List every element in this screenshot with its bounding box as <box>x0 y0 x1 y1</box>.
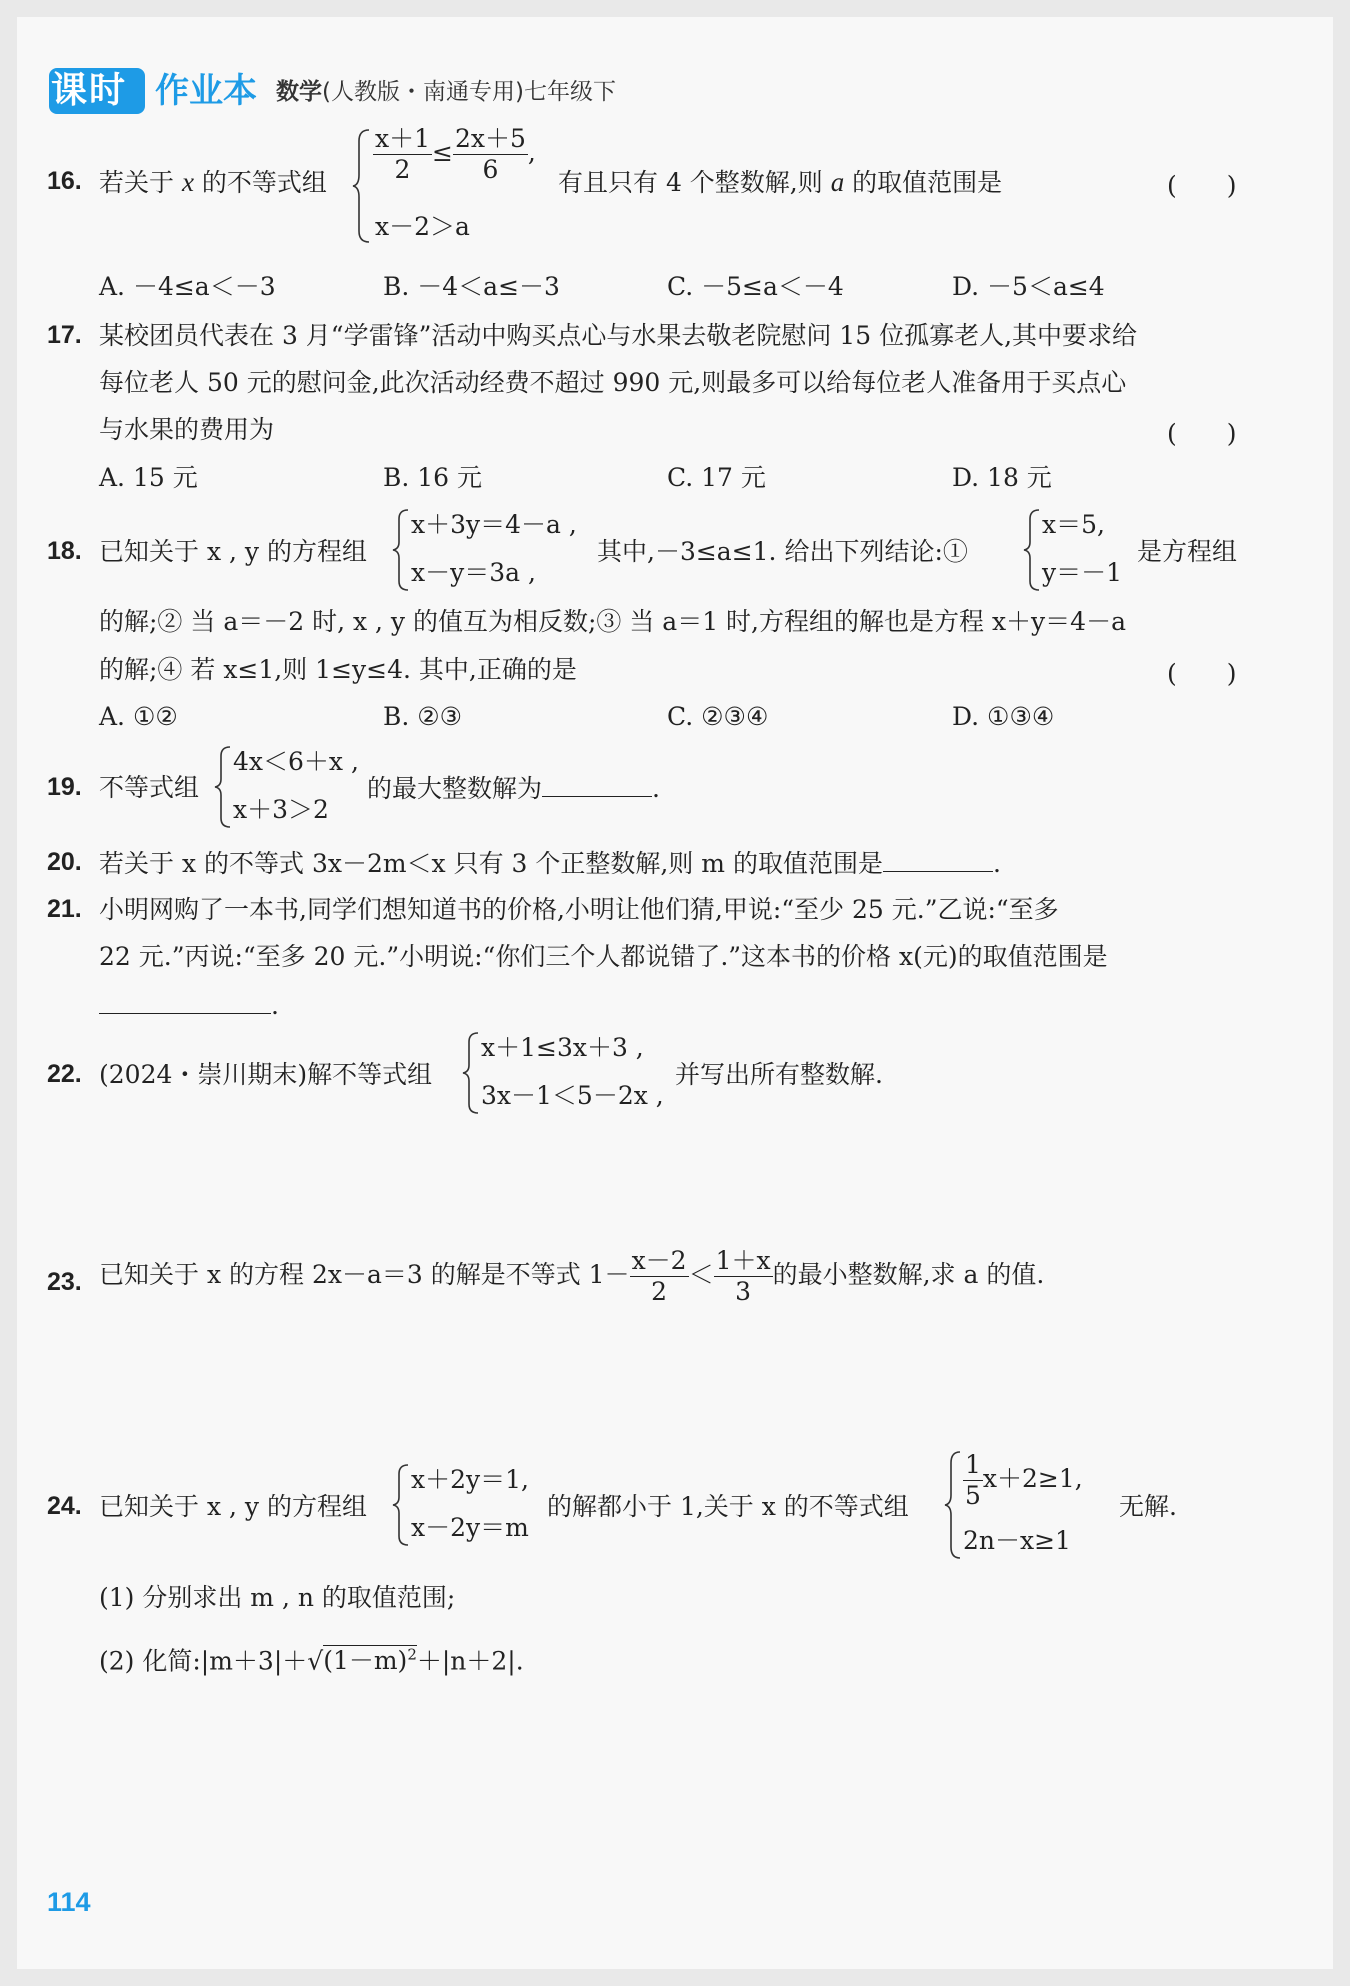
subject-bold: 数学 <box>276 79 322 105</box>
q24-part2-radicand <box>323 1645 417 1675</box>
q17-line2: 每位老人 50 元的慰问金,此次活动经费不超过 990 元,则最多可以给每位老人准备用于买点心 <box>99 368 1127 397</box>
q24-mid: 的解都小于 1,关于 x 的不等式组 <box>547 1492 909 1521</box>
q16-row1 <box>373 124 536 185</box>
q16-tail <box>558 166 1002 199</box>
q19-number: 19. <box>47 773 82 801</box>
q16-var-x: x <box>181 167 194 197</box>
q23-frac1-num: x－2 <box>631 1246 687 1275</box>
q18-option-b: B. ②③ <box>383 702 463 731</box>
q23-frac2-num: 1＋x <box>715 1246 771 1275</box>
q18-mid: 其中,－3≤a≤1. 给出下列结论:① <box>597 537 968 566</box>
q16-frac2-num: 2x＋5 <box>454 124 526 153</box>
q18-number: 18. <box>47 537 82 565</box>
q16-var-a: a <box>830 167 845 197</box>
q24-number: 24. <box>47 1492 82 1520</box>
q16-lead-text: 若关于 <box>99 168 175 197</box>
q21-line2: 22 元.”丙说:“至多 20 元.”小明说:“你们三个人都说错了.”这本书的价格 x(元)的取值范围是 <box>99 942 1108 971</box>
q21-line1: 小明网购了一本书,同学们想知道书的价格,小明让他们猜,甲说:“至少 25 元.”乙说:“至多 <box>99 895 1059 924</box>
series-title: 作业本 <box>155 71 257 111</box>
q21-end: . <box>271 991 279 1020</box>
q24-part2 <box>99 1639 524 1677</box>
q23-lt: ＜ <box>688 1260 714 1289</box>
q16-frac1-den: 2 <box>394 155 411 184</box>
q24-part2-lead: (2) 化简:|m＋3|＋ <box>99 1646 308 1676</box>
q18-line3: 的解;④ 若 x≤1,则 1≤y≤4. 其中,正确的是 <box>99 655 577 684</box>
q17-option-c: C. 17 元 <box>667 463 766 492</box>
q16-comma: , <box>527 138 536 167</box>
q18-option-a: A. ①② <box>99 702 178 731</box>
q16-answer-paren: ( ) <box>1167 171 1237 200</box>
q20-end: . <box>992 849 1001 878</box>
sqrt-icon: √ <box>307 1646 324 1676</box>
q24-part2-exp: 2 <box>407 1646 417 1664</box>
q22-number: 22. <box>47 1060 82 1088</box>
q24-part2-tail: ＋|n＋2|. <box>416 1646 524 1676</box>
q16-option-a: A. －4≤a＜－3 <box>99 272 276 301</box>
q17-number: 17. <box>47 321 82 349</box>
q23-frac2-den: 3 <box>735 1277 752 1306</box>
q17-option-d: D. 18 元 <box>952 463 1052 492</box>
q22-sys2: 3x－1＜5－2x , <box>481 1081 664 1110</box>
q23-frac1 <box>630 1246 689 1307</box>
q20-line <box>99 847 1001 880</box>
q19-answer-blank[interactable] <box>542 772 652 797</box>
q18-sol1: x＝5, <box>1042 510 1105 539</box>
q18-tail: 是方程组 <box>1137 537 1238 566</box>
q24-ineq1 <box>963 1450 1083 1511</box>
page <box>17 17 1333 1969</box>
q18-line2: 的解;② 当 a＝－2 时, x , y 的值互为相反数;③ 当 a＝1 时,方程组的解也是方程 x＋y＝4－a <box>99 607 1126 636</box>
q18-lead: 已知关于 x , y 的方程组 <box>99 537 367 566</box>
q16-number: 16. <box>47 167 82 195</box>
q24-ineq2: 2n－x≥1 <box>963 1526 1071 1555</box>
q16-frac2 <box>453 124 528 185</box>
q16-brace-icon <box>351 127 373 245</box>
q23-line <box>99 1246 1044 1307</box>
q20-text: 若关于 x 的不等式 3x－2m＜x 只有 3 个正整数解,则 m 的取值范围是 <box>99 849 883 878</box>
q24-tail: 无解. <box>1119 1492 1177 1521</box>
q18-sys2: x－y＝3a , <box>411 558 536 587</box>
subject-rest: (人教版・南通专用)七年级下 <box>322 79 616 105</box>
q19-sys1: 4x＜6＋x , <box>233 747 359 776</box>
q24-lead: 已知关于 x , y 的方程组 <box>99 1492 367 1521</box>
q18-option-c: C. ②③④ <box>667 702 769 731</box>
q21-answer-line <box>99 989 279 1022</box>
q19-sys2: x＋3＞2 <box>233 795 329 824</box>
q24-sys2: x－2y＝m <box>411 1513 529 1542</box>
q19-lead: 不等式组 <box>99 773 200 802</box>
q17-line1: 某校团员代表在 3 月“学雷锋”活动中购买点心与水果去敬老院慰问 15 位孤寡老人,其中要求给 <box>99 321 1138 350</box>
q18-sys1: x＋3y＝4－a , <box>411 510 577 539</box>
q17-option-a: A. 15 元 <box>99 463 198 492</box>
q20-answer-blank[interactable] <box>883 847 993 872</box>
q16-tail2: 的取值范围是 <box>852 168 1003 197</box>
q18-brace-icon <box>391 507 411 593</box>
q24-part1: (1) 分别求出 m , n 的取值范围; <box>99 1583 456 1612</box>
q23-frac2 <box>714 1246 773 1307</box>
q22-sys1: x＋1≤3x＋3 , <box>481 1033 644 1062</box>
q24-ineq1-frac <box>963 1450 983 1511</box>
q19-tail: 的最大整数解为 <box>367 774 543 803</box>
q16-frac2-den: 6 <box>482 155 499 184</box>
logo-text: 课时 <box>51 70 128 111</box>
q18-answer-paren: ( ) <box>1167 659 1237 688</box>
q24-brace-icon <box>391 1462 411 1548</box>
q18-option-d: D. ①③④ <box>952 702 1055 731</box>
q18-sol2: y＝－1 <box>1042 558 1123 587</box>
q24-part2-rad: (1－m) <box>323 1646 408 1676</box>
q24-ineq1-num: 1 <box>965 1450 981 1479</box>
page-number: 114 <box>47 1887 91 1917</box>
q24-ineq-brace-icon <box>943 1449 963 1561</box>
q16-tail1: 有且只有 4 个整数解,则 <box>558 168 823 197</box>
q16-frac1-num: x＋1 <box>375 124 431 153</box>
q24-ineq1-rest: x＋2≥1, <box>982 1464 1083 1493</box>
q16-frac1 <box>373 124 432 185</box>
q22-tail: 并写出所有整数解. <box>675 1060 883 1089</box>
q19-brace-icon <box>213 744 233 830</box>
q21-number: 21. <box>47 895 82 923</box>
q17-answer-paren: ( ) <box>1167 419 1237 448</box>
q23-number: 23. <box>47 1268 82 1296</box>
subject-title <box>276 75 616 109</box>
q22-brace-icon <box>461 1030 481 1116</box>
q18-sol-brace-icon <box>1022 507 1042 593</box>
q19-tail-line <box>367 772 660 805</box>
q17-option-b: B. 16 元 <box>383 463 483 492</box>
q16-leq: ≤ <box>432 138 453 167</box>
q16-row2: x－2＞a <box>375 212 470 241</box>
q17-line3: 与水果的费用为 <box>99 415 275 444</box>
q23-frac1-den: 2 <box>651 1277 668 1306</box>
q19-end: . <box>652 774 660 803</box>
q23-tail: 的最小整数解,求 a 的值. <box>772 1260 1045 1289</box>
q16-option-d: D. －5＜a≤4 <box>952 272 1105 301</box>
q22-lead: (2024・崇川期末)解不等式组 <box>99 1060 433 1089</box>
q21-answer-blank[interactable] <box>99 989 271 1014</box>
q20-number: 20. <box>47 848 82 876</box>
q24-ineq1-den: 5 <box>965 1481 981 1510</box>
q16-lead <box>99 166 327 199</box>
q23-lead: 已知关于 x 的方程 2x－a＝3 的解是不等式 1－ <box>99 1260 630 1289</box>
q16-option-c: C. －5≤a＜－4 <box>667 272 844 301</box>
q24-sys1: x＋2y＝1, <box>411 1465 529 1494</box>
q16-mid: 的不等式组 <box>201 168 327 197</box>
q16-option-b: B. －4＜a≤－3 <box>383 272 560 301</box>
